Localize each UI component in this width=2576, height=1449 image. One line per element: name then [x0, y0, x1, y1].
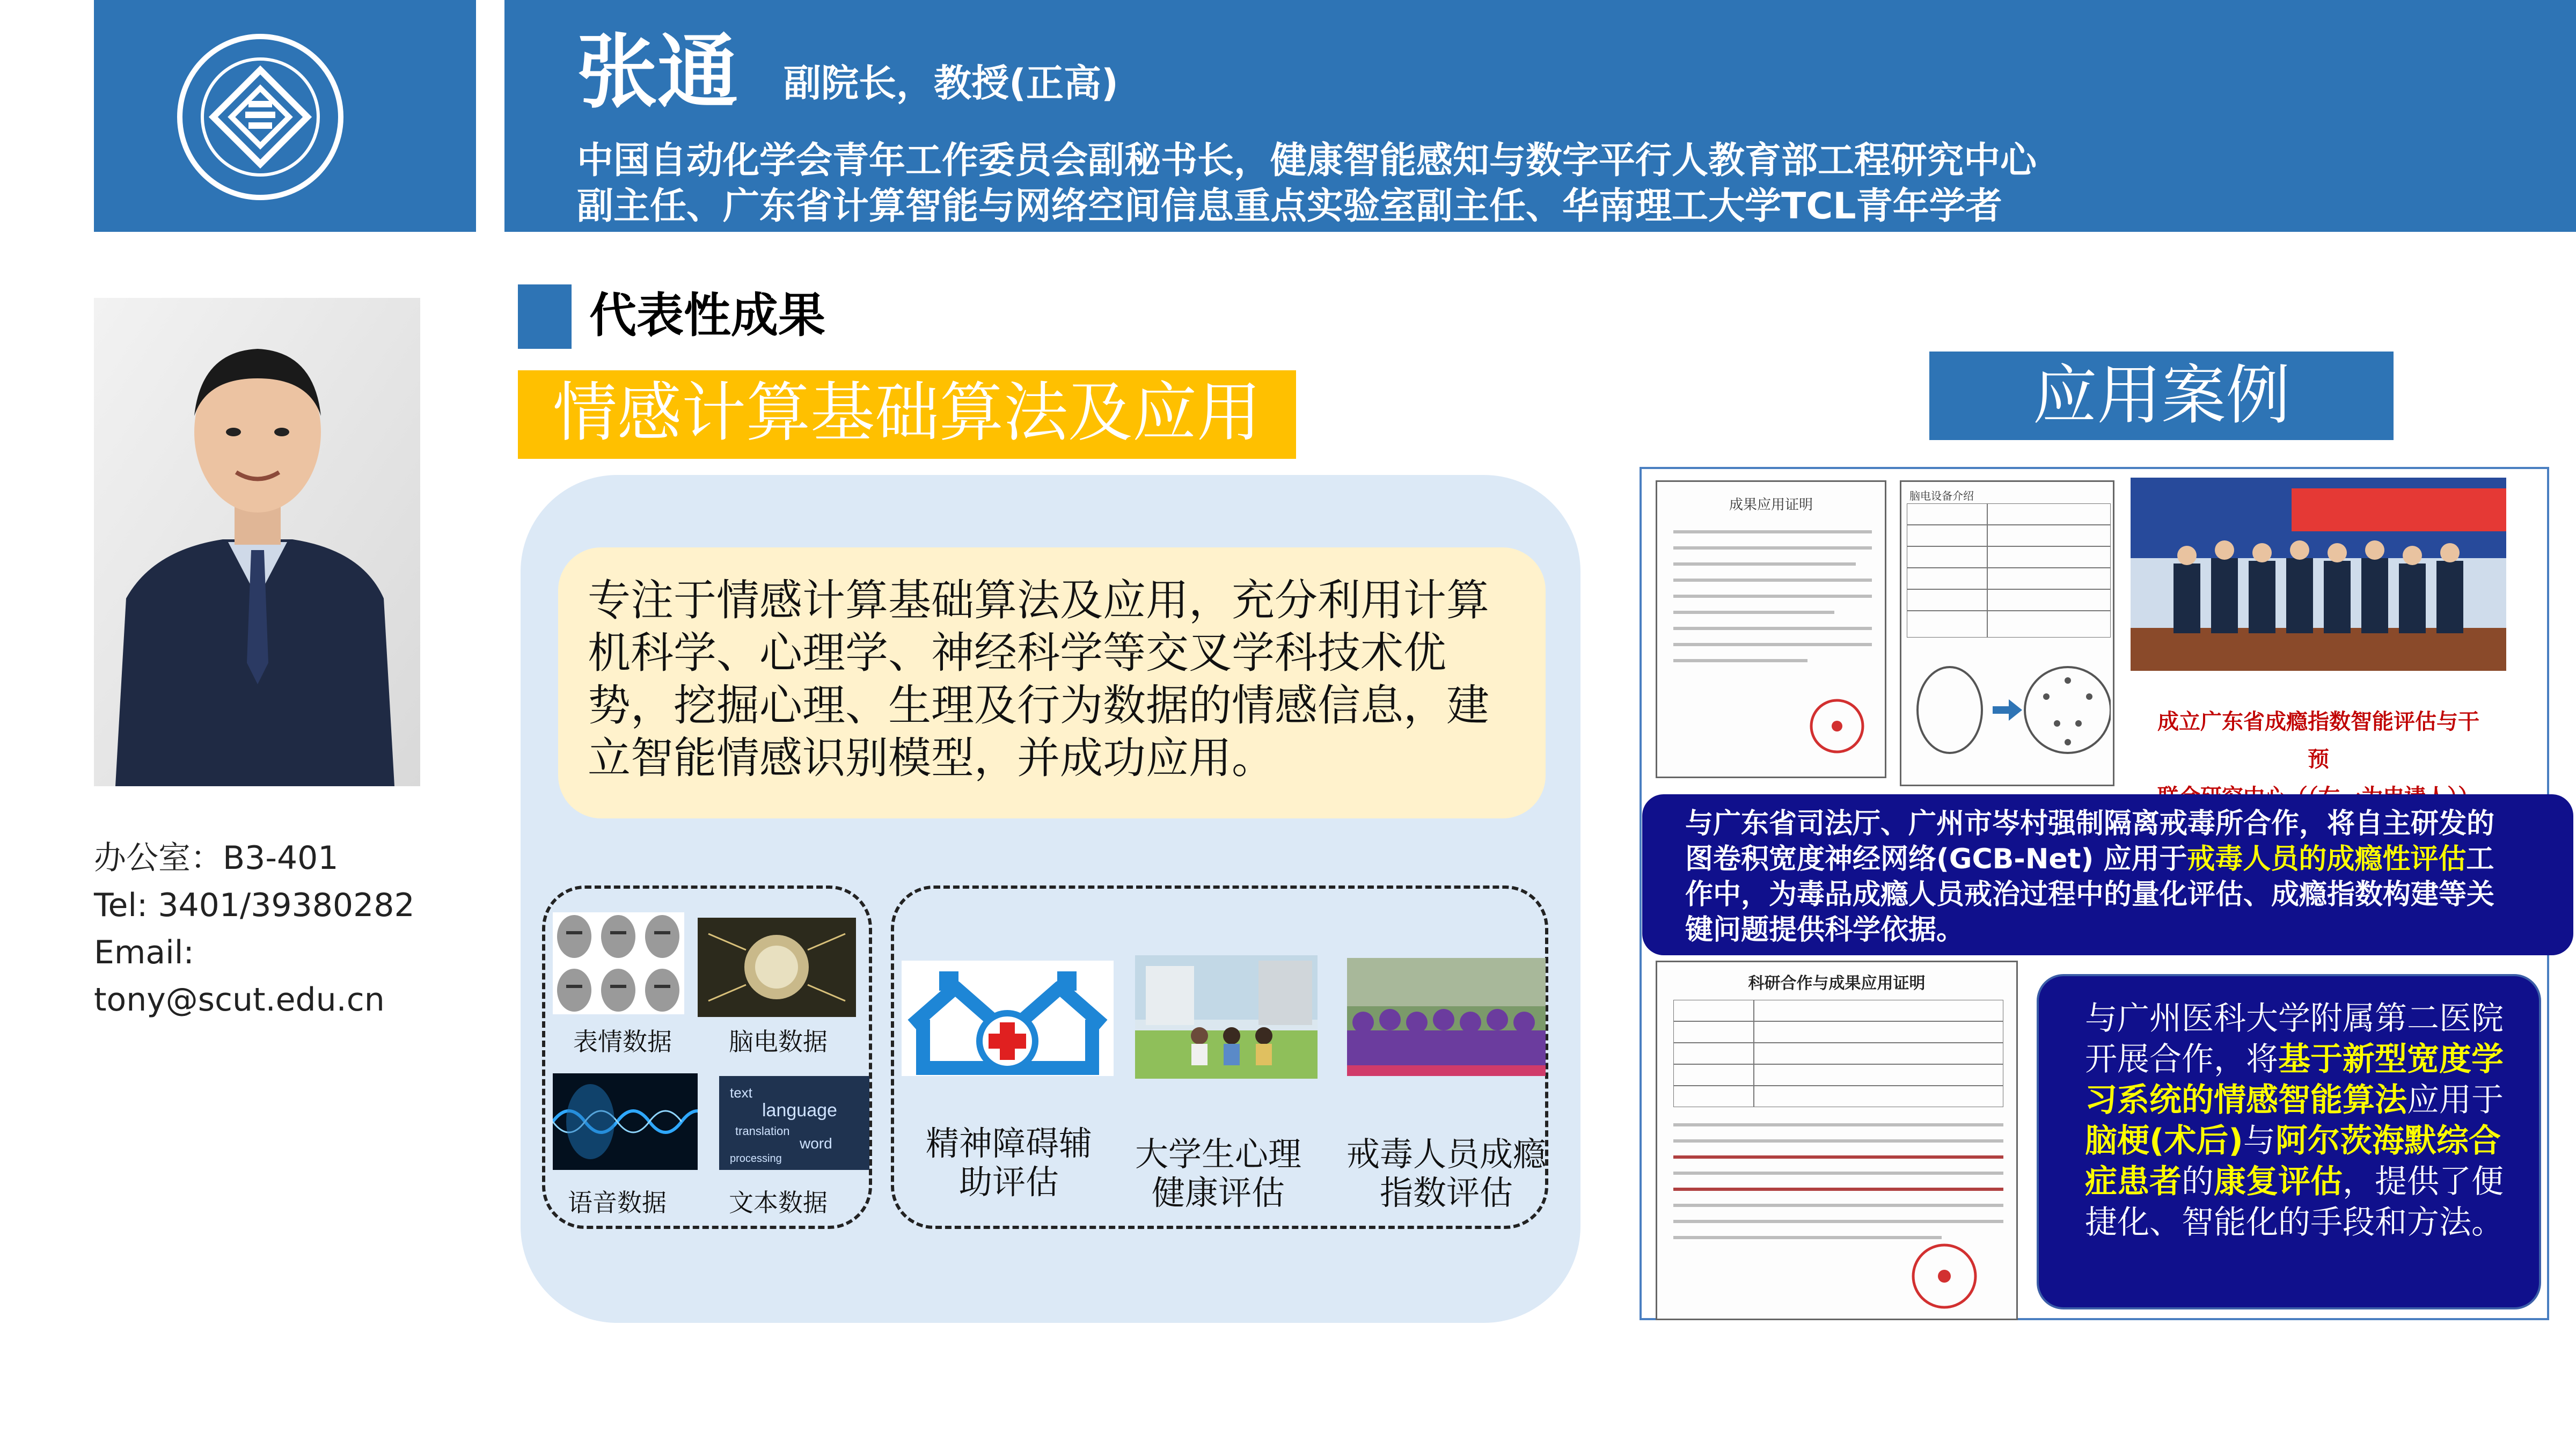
case-2-highlight: 基于新型宽度学习系统的情感智能算法	[2085, 1041, 2504, 1119]
topic-title: 情感计算基础算法及应用	[553, 376, 1261, 450]
application-label	[1124, 1135, 1312, 1212]
case-1-text-part: 与广东省司法厅、广州市岑村强制隔离戒毒所合作，将自主研发的图卷积宽度神经网络(GCB-Net) 应用于	[1685, 808, 2495, 875]
red-seal-stamp	[1909, 1241, 1979, 1311]
application-label	[1342, 1135, 1551, 1212]
section-title: 代表性成果	[589, 288, 826, 343]
application-label-line: 大学生心理	[1135, 1135, 1301, 1174]
svg-text:word: word	[800, 1135, 832, 1152]
case-2-text-part: 与	[2243, 1122, 2275, 1160]
focus-description: 专注于情感计算基础算法及应用，充分利用计算机科学、心理学、神经科学等交叉学科技术优势，挖掘心理、生理及行为数据的情感信息，建立智能情感识别模型，并成功应用。	[588, 575, 1489, 783]
svg-text:translation: translation	[735, 1124, 790, 1138]
application-label-line: 戒毒人员成瘾	[1346, 1135, 1546, 1174]
document-title: 成果应用证明	[1729, 497, 1813, 513]
office-room: 办公室：B3-401	[94, 839, 339, 877]
application-label-line: 精神障碍辅	[925, 1124, 1092, 1163]
email-label: Email:	[94, 934, 194, 971]
certificate-document-1	[1656, 480, 1886, 778]
svg-text:language: language	[762, 1100, 837, 1121]
case-1-text-part: 工作中，为毒品成瘾人员戒治过程中的量化评估、成瘾指数构建等关键问题提供科学依据。	[1685, 843, 2495, 946]
person-name: 张通	[577, 26, 738, 119]
application-label-line: 指数评估	[1379, 1173, 1513, 1212]
case-2-text-part: 的	[2182, 1163, 2214, 1201]
data-type-label: 表情数据	[573, 1027, 672, 1056]
case-2-text-part: 应用于	[2407, 1081, 2504, 1119]
voice-waveform-image	[553, 1073, 698, 1170]
school-logo	[174, 31, 400, 203]
case-2-highlight: 脑梗(术后)	[2085, 1122, 2243, 1160]
application-label	[907, 1124, 1111, 1202]
project-info-table	[1673, 1000, 2003, 1107]
photo-caption-line: 成立广东省成瘾指数智能评估与干预	[2157, 709, 2479, 772]
svg-text:processing: processing	[730, 1153, 782, 1165]
case-2-text-part: ，提供了便捷化、智能化的手段和方法。	[2085, 1163, 2504, 1241]
spec-table	[1907, 503, 2111, 638]
portrait-photo	[94, 298, 420, 786]
phone-number: Tel: 3401/39380282	[94, 887, 415, 924]
contact-info	[94, 835, 415, 1023]
facial-expression-image	[553, 912, 684, 1014]
eeg-headset-diagram	[1907, 643, 2111, 777]
email-address[interactable]: tony@scut.edu.cn	[94, 981, 385, 1019]
document-title: 脑电设备介绍	[1909, 489, 1974, 502]
text-word-cloud-image	[719, 1076, 869, 1170]
red-seal-stamp	[1807, 697, 1867, 756]
person-title: 副院长，教授(正高)	[784, 61, 1118, 105]
data-type-label: 脑电数据	[729, 1027, 828, 1056]
case-2-highlight: 阿尔茨海默综合症患者	[2085, 1122, 2501, 1201]
cases-title: 应用案例	[2032, 358, 2290, 433]
affiliation-line-2: 副主任、广东省计算智能与网络空间信息重点实验室副主任、华南理工大学TCL青年学者	[577, 185, 2002, 228]
case-1-text	[1685, 806, 2506, 948]
section-marker	[518, 284, 572, 349]
certificate-document-2	[1656, 961, 2018, 1320]
affiliation-line-1: 中国自动化学会青年工作委员会副秘书长，健康智能感知与数字平行人教育部工程研究中心	[577, 140, 2037, 182]
eeg-brain-image	[698, 918, 856, 1017]
svg-text:text: text	[730, 1085, 752, 1101]
case-2-highlight: 康复评估	[2214, 1163, 2343, 1201]
ceremony-photo	[2131, 478, 2506, 671]
medical-cross-icon	[902, 961, 1114, 1076]
students-campus-photo	[1135, 955, 1318, 1079]
application-label-line: 助评估	[958, 1162, 1059, 1202]
document-title: 科研合作与成果应用证明	[1748, 974, 1926, 993]
data-type-label: 文本数据	[729, 1188, 828, 1217]
case-2-text-part: 与广州医科大学附属第二医院开展合作，将	[2085, 1000, 2504, 1078]
case-2-text	[2085, 998, 2514, 1243]
case-1-highlight: 戒毒人员的成瘾性评估	[2187, 843, 2467, 875]
drug-rehab-group-photo	[1347, 958, 1546, 1076]
eeg-device-document	[1900, 480, 2114, 786]
application-label-line: 健康评估	[1151, 1173, 1285, 1212]
data-type-label: 语音数据	[568, 1188, 667, 1217]
